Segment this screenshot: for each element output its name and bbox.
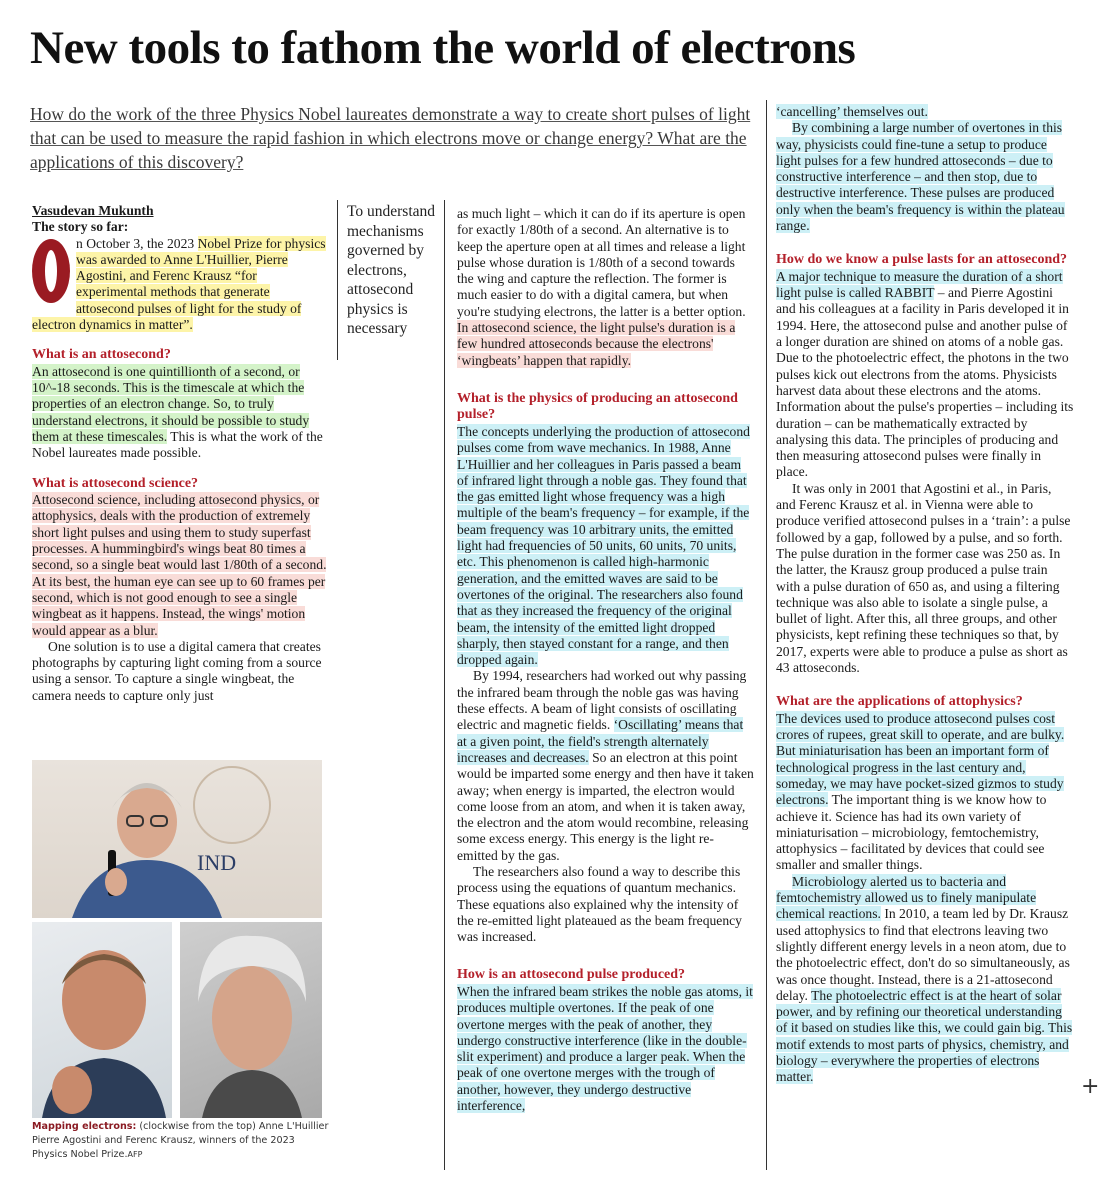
highlight-wave-mechanics: The concepts underlying the production of attosecond pulses come from wave mechanics. In 1988, Anne L'Huillier and her colleagues in Paris passed a beam of infrared light through a noble gas. They found that the gas emitted light whose frequency was a high multiple of the beam's frequency – for example, if the beam frequency was 10 arbitrary units, the emitted light had frequencies of 50 units, 60 units, 70 units, etc. This phenomenon is called high-harmonic generation, and the emitted waves are said to be overtones of the original. The researchers also found that as they increased the frequency of the original beam, the intensity of the emitted light dropped sharply, then stayed constant for a range, and then dropped again. <box>457 423 750 668</box>
heading-pulse-produced: How is an attosecond pulse produced? <box>457 967 686 983</box>
photo-caption <box>32 1120 332 1162</box>
caption-bold: Mapping electrons: <box>32 1121 137 1132</box>
paragraph-combining-overtones <box>776 120 1074 234</box>
paragraph-overtones <box>457 984 754 1114</box>
svg-text:IND: IND <box>197 850 237 875</box>
heading-applications: What are the applications of attophysics? <box>776 694 1023 710</box>
highlight-oscillating: ‘Oscillating’ means that at a given point, the field's strength alternately increases and decreases. <box>457 717 744 765</box>
paragraph-rabbit <box>776 269 1074 481</box>
paragraph-1994 <box>457 668 754 864</box>
paragraph-microbiology <box>776 874 1074 1086</box>
text-1994-rest: So an electron at this point would be imparted some energy and then have it taken away; when energy is imparted, the electron would come loose from an atom, and when it is taken away, the electron and the atom would recombine, releasing some excess energy. This energy is the light re-emitted by the gas. <box>457 749 754 863</box>
text-neon-atom: In 2010, a team led by Dr. Krausz used attophysics to find that electrons leaving two slightly different energy levels in a neon atom, due to the photoelectric effect, don't do so simultaneously, as was once thought. Instead, there is a 21-attosecond delay. <box>776 906 1070 1003</box>
highlight-photoelectric: The photoelectric effect is at the heart of solar power, and by refining our theoretical understanding of it based on studies like this, we could gain big. This motif extends to most parts of physics, chemistry, and biology – everywhere the properties of electrons matter. <box>776 987 1073 1085</box>
paragraph-attosecond <box>32 364 330 462</box>
paragraph-aperture <box>457 206 754 369</box>
column-rule-3 <box>766 100 767 1170</box>
byline: Vasudevan Mukunth <box>32 203 154 218</box>
paragraph-attosecond-science <box>32 492 330 639</box>
intro-highlight: Nobel Prize for physics was awarded to Anne L'Huillier, Pierre Agostini, and Ferenc Krausz “for experimental methods that generate attosecond pulses of light for the study of electron dynamics in matter”. <box>32 235 326 333</box>
pull-quote: To understand mechanisms governed by electrons, attosecond physics is necessary <box>347 203 436 337</box>
dropcap-o <box>32 239 70 303</box>
paragraph-devices <box>776 711 1074 874</box>
paragraph-digital-camera: One solution is to use a digital camera that creates photographs by capturing light coming from a source using a sensor. To capture a single wingbeat, the camera needs to capture only just <box>32 638 322 703</box>
deck-text: How do the work of the three Physics Nobel laureates demonstrate a way to create short pulses of light that can be used to measure the rapid fashion in which electrons move or change energy? What are the applications of this discovery? <box>30 104 751 172</box>
text-devices-rest: The important thing is we know how to achieve it. Science has had its own variety of miniaturisation – microbiology, femtochemistry, attophysics – facilitated by devices that could see smaller and smaller things. <box>776 792 1047 873</box>
caption-text: (clockwise from the top) Anne L'Huillier Pierre Agostini and Ferenc Krausz, winners of the 2023 Physics Nobel Prize. <box>32 1121 329 1160</box>
highlight-cancelling: ‘cancelling’ themselves out. <box>776 104 928 119</box>
caption-credit: AFP <box>127 1150 143 1159</box>
photo-pierre-agostini-art <box>32 922 172 1118</box>
column-1 <box>32 203 330 704</box>
text-rabbit-rest: – and Pierre Agostini and his colleagues at a facility in Paris developed it in 1994. Here, the attosecond pulse and another pulse of a longer duration are shined on atoms of a noble gas. Due to the photoelectric effect, the photons in the two pulses kick out electrons from the atoms. Physicists harvest data about these electrons and the atoms. Information about the pulse's properties – including its duration – can be mathematically extracted by analysing this data. The principles of producing and then measuring attosecond pulses were finally in place. <box>776 285 1074 480</box>
photo-anne-lhuillier-art <box>32 760 322 918</box>
paragraph-2001: It was only in 2001 that Agostini et al., in Paris, and Ferenc Krausz et al. in Vienna were able to produce verified attosecond pulses in a ‘train’: a pulse followed by a gap, followed by a pulse, and so forth. The pulse duration in the former case was 250 as. In the latter, the Krausz group produced a pulse train with a pulse duration of 650 as, and using a filtering technique was also able to isolate a single pulse, a bullet of light. After this, all three groups, and other physicists, kept refining these techniques so that, by 2017, experts were able to produce a pulse as short as 43 attoseconds. <box>776 480 1071 675</box>
highlight-rabbit: A major technique to measure the duration of a short light pulse is called RABBIT <box>776 268 1063 301</box>
column-rule-1 <box>337 200 338 360</box>
highlight-wingbeats: In attosecond science, the light pulse's duration is a few hundred attoseconds because the electrons' ‘wingbeats’ happen that rapidly. <box>457 320 736 368</box>
heading-physics-of-pulse: What is the physics of producing an attosecond pulse? <box>457 390 738 423</box>
highlight-overtones: When the infrared beam strikes the noble gas atoms, it produces multiple overtones. If the peak of one overtone merges with the peak of another, they undergo constructive interference (like in the double-slit experiment) and produce a larger peak. When the peak of one overtone merges with the trough of another, however, they undergo destructive interference, <box>457 983 753 1114</box>
highlight-microbiology: Microbiology alerted us to bacteria and femtochemistry allowed us to finely manipulate chemical reactions. <box>776 873 1037 922</box>
text-aperture: as much light – which it can do if its aperture is open for exactly 1/80th of a second. An alternative is to keep the aperture open at all times and release a light pulse whose duration is 1/80th of a second towards the wing and capture the reflection. The former is much easier to do with a digital camera, but when you're studying electrons, the latter is a better option. <box>457 206 746 319</box>
photo-ferenc-krausz-art <box>180 922 322 1118</box>
column-rule-2 <box>444 200 445 1170</box>
intro-text: n October 3, the 2023 <box>76 235 198 251</box>
headline: New tools to fathom the world of electrons <box>30 22 856 74</box>
highlight-attosecond: An attosecond is one quintillionth of a second, or 10^-18 seconds. This is the timescale at which the properties of an electron change. So, to truly understand electrons, it should be possible to study them at these timescales. <box>32 363 310 445</box>
deck <box>30 102 760 174</box>
column-4 <box>776 104 1074 1086</box>
heading-what-is-attosecond: What is an attosecond? <box>32 347 171 363</box>
story-so-far-label: The story so far: <box>32 219 129 235</box>
crosshair-cursor-icon: + <box>1081 1074 1100 1099</box>
photo-ferenc-krausz <box>180 922 322 1118</box>
text-1994: By 1994, researchers had worked out why passing the infrared beam through the noble gas was having these effects. A beam of light consists of oscillating electric and magnetic fields. <box>457 668 747 733</box>
paragraph-cancelling <box>776 104 1074 120</box>
text-attosecond-rest: This is what the work of the Nobel laureates made possible. <box>32 429 323 461</box>
heading-pulse-duration: How do we know a pulse lasts for an attosecond? <box>776 252 1068 268</box>
photo-anne-lhuillier <box>32 760 322 918</box>
paragraph-wave-mechanics <box>457 424 754 668</box>
highlight-attosecond-science: Attosecond science, including attosecond physics, or attophysics, deals with the production of extremely short light pulses and using them to study superfast processes. A hummingbird's wings beat 80 times a second, so a single beat would last 1/80th of a second. At its best, the human eye can see up to 60 frames per second, which is not good enough to see a single wingbeat as it happens. Instead, the wings' motion would appear as a blur. <box>32 492 327 638</box>
paragraph-quantum-mechanics: The researchers also found a way to describe this process using the equations of quantum mechanics. These equations also explained why the intensity of the re-emitted light plateaued as the beam frequency was increased. <box>457 863 742 945</box>
highlight-combining: By combining a large number of overtones in this way, physicists could fine-tune a setup to produce light pulses for a few hundred attoseconds – due to constructive interference – and then stop, due to destructive interference. These pulses are produced only when the beam's frequency is within the plateau range. <box>776 120 1065 234</box>
heading-attosecond-science: What is attosecond science? <box>32 475 199 491</box>
column-3 <box>457 206 754 1114</box>
photo-pierre-agostini <box>32 922 172 1118</box>
highlight-devices: The devices used to produce attosecond pulses cost crores of rupees, great skill to operate, and are bulky. But miniaturisation has been an important form of technological progress in the last century and, someday, we may have pocket-sized gizmos to study electrons. <box>776 710 1065 808</box>
intro-paragraph <box>32 236 330 334</box>
